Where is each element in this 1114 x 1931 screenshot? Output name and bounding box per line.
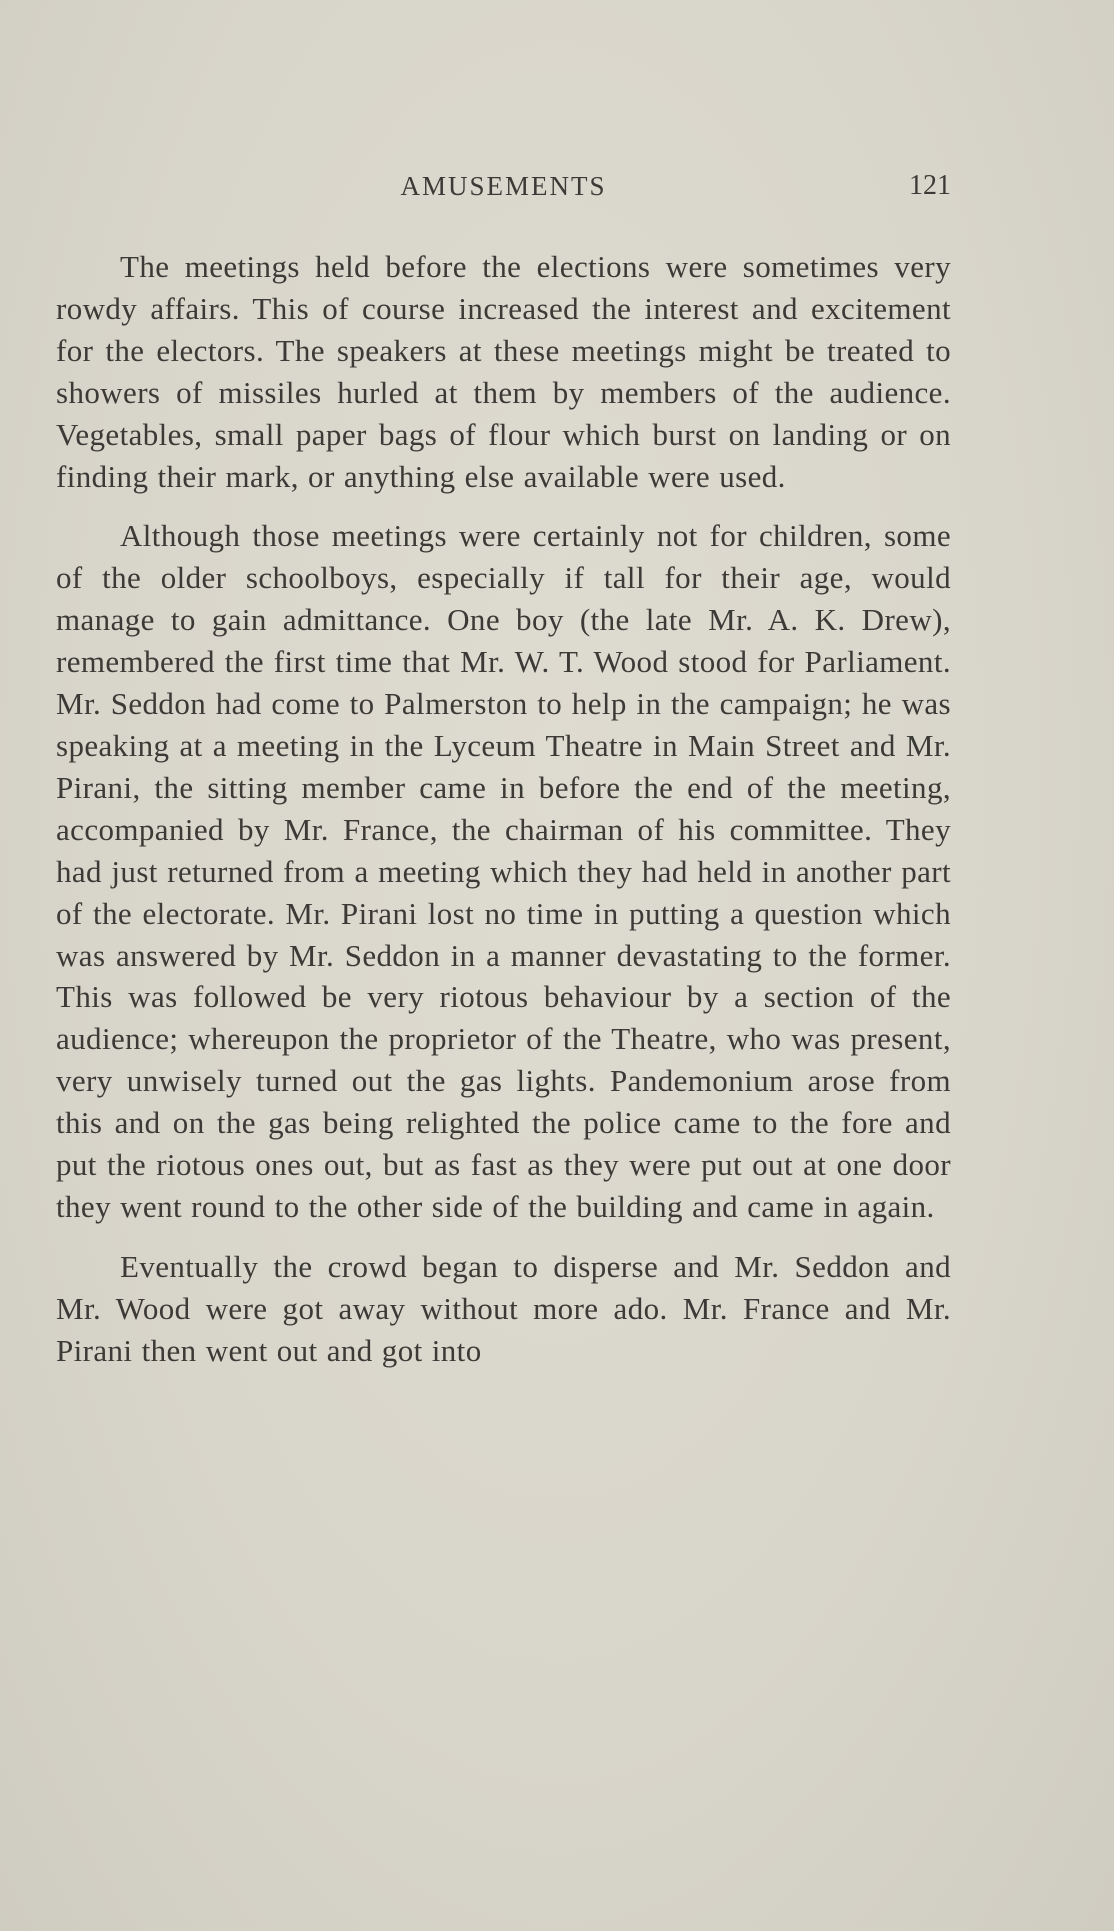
body-text: [56, 246, 951, 1390]
running-title: AMUSEMENTS: [400, 171, 607, 201]
paragraph-1: The meetings held before the elections were sometimes very rowdy affairs. This of course increased the interest and excitement for the electors. The speakers at these meetings might be treated to showers of missiles hurled at them by members of the audience. Vegetables, small paper bags of flour which burst on landing or on finding their mark, or anything else available were used.: [56, 249, 951, 494]
paragraph-3: Eventually the crowd began to disperse and Mr. Seddon and Mr. Wood were got away without more ado. Mr. France and Mr. Pirani then went out and got into: [56, 1248, 951, 1368]
paragraph-2: Although those meetings were certainly not for children, some of the older schoolboys, especially if tall for their age, would manage to gain admittance. One boy (the late Mr. A. K. Drew), remembered the first time that Mr. W. T. Wood stood for Parliament. Mr. Seddon had come to Palmerston to help in the campaign; he was speaking at a meeting in the Lyceum Theatre in Main Street and Mr. Pirani, the sitting member came in before the end of the meeting, accompanied by Mr. France, the chairman of his committee. They had just returned from a meeting which they had held in another part of the electorate. Mr. Pirani lost no time in putting a question which was answered by Mr. Seddon in a manner devastating to the former. This was followed be very riotous behaviour by a section of the audience; whereupon the proprietor of the Theatre, who was present, very unwisely turned out the gas lights. Pandemonium arose from this and on the gas being relighted the police came to the fore and put the riotous ones out, but as fast as they were put out at one door they went round to the other side of the building and came in again.: [56, 518, 951, 1224]
page-header: [56, 166, 951, 206]
page-number: 121: [909, 170, 951, 201]
